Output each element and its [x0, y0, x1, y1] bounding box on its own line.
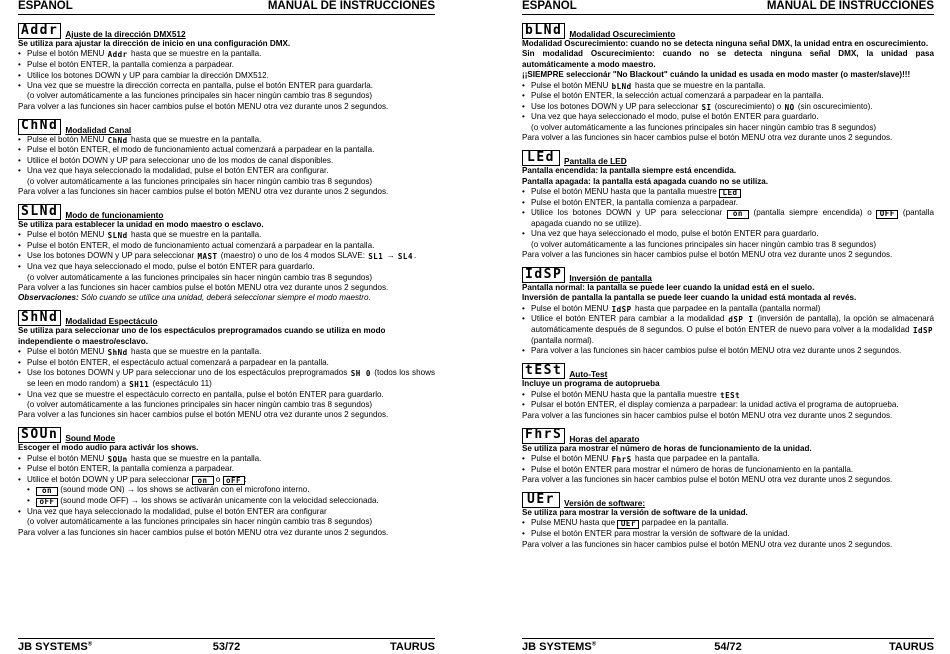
section-title: Modalidad Canal: [65, 124, 132, 135]
footer-model: TAURUS: [888, 641, 934, 653]
steps-list: [18, 49, 435, 101]
list-item: • Una vez que haya seleccionado el modo, pulse el botón ENTER para guardarlo. (o volver automáticamente a las funciones principales sin hacer ningún cambio tras 8 segundos): [522, 229, 934, 250]
section-title: Modalidad Espectáculo: [65, 316, 158, 327]
list-item: • Utilice el botón ENTER para cambiar a la modalidad dSP I (inversión de pantalla), la opción se almacenará automáticamente después de 8 segundos. O pulse el botón ENTER de nuevo para volver a la modalidad IdSP (pantalla normal).: [522, 314, 934, 346]
lcd-inline-icon: on: [36, 487, 58, 496]
lcd-fhrs-icon: FhrS: [522, 428, 565, 444]
page-footer: [18, 641, 435, 654]
steps-list: [522, 390, 934, 411]
list-item: • Pulse el botón MENU ChNd hasta que se muestre en la pantalla.: [18, 135, 435, 146]
list-item: • Pulse MENU hasta que UEr parpadee en la pantalla.: [522, 518, 934, 529]
section-dmx-address: [18, 22, 435, 112]
section-display-inversion: [522, 266, 934, 357]
section-tail: Para volver a las funciones sin hacer cambios pulse el botón MENU otra vez durante unos 2 segundos.: [18, 410, 389, 420]
list-item: • Pulse el botón MENU Addr hasta que se muestre en la pantalla.: [18, 49, 435, 60]
section-desc: Se utiliza para ajustar la dirección de inicio en una configuración DMX.: [18, 39, 291, 48]
list-item: • Pulsar el botón ENTER, el display comienza a parpadear: la unidad activa el programa de autoprueba.: [522, 400, 934, 410]
section-desc: Pantalla normal: la pantalla se puede leer cuando la unidad está en el suelo.: [522, 282, 815, 292]
footer-divider: [522, 638, 934, 639]
section-desc: Se utiliza para establecer la unidad en modo maestro o esclavo.: [18, 219, 264, 229]
steps-list: [522, 81, 934, 134]
lcd-inline-icon: UEr: [617, 520, 639, 529]
list-item: • Pulse el botón MENU SOUn hasta que se muestre en la pantalla.: [18, 454, 435, 465]
list-item: • Una vez que haya seleccionado la modalidad, pulse el botón ENTER ara configurar (o volver automáticamente a las funciones principales sin hacer ningún cambio tras 8 segundos): [18, 507, 435, 528]
section-desc: Incluye un programa de autoprueba: [522, 379, 660, 389]
header-title: MANUAL DE INSTRUCCIONES: [766, 0, 934, 12]
list-item: • Pulse el botón ENTER, la pantalla comienza a parpadear.: [18, 464, 435, 474]
steps-list: [522, 454, 934, 475]
list-item: • Use los botones DOWN y UP para seleccionar uno de los espectáculos preprogramados SH 0 (todos los shows se leen en modo random) a SH11 (espectáculo 11): [18, 368, 435, 389]
section-tail: Para volver a las funciones sin hacer cambios pulse el botón MENU otra vez durante unos 2 segundos.: [18, 186, 389, 196]
lcd-inline-icon: NO: [784, 102, 795, 112]
lcd-inline-icon: SL1: [368, 252, 384, 262]
list-item: • Pulse el botón MENU IdSP hasta que parpadee en la pantalla (pantalla normal): [522, 304, 934, 315]
section-channel-mode: [18, 118, 435, 198]
list-item: • Pulse el botón ENTER, la selección actual comenzará a parpadear en la pantalla.: [522, 91, 934, 101]
section-title: Ajuste de la dirección DMX512: [65, 29, 186, 39]
footer-brand: JB SYSTEMS®: [18, 641, 93, 653]
lcd-inline-icon: SI: [701, 102, 712, 112]
list-item: • Una vez que se muestre la dirección correcta en pantalla, pulse el botón ENTER para guardarla. (o volver automáticamente a las funciones principales sin hacer ningún cambio tras 8 segundos): [18, 81, 435, 102]
footer-model: TAURUS: [389, 641, 435, 653]
list-item: • Una vez que haya seleccionado el modo, pulse el botón ENTER para guardarlo. (o volver automáticamente a las funciones principales sin hacer ningún cambio tras 8 segundos): [18, 262, 435, 283]
list-item: • Pulse el botón MENU hasta que la pantalla muestre LEd: [522, 187, 934, 198]
lcd-inline-icon: SOUn: [107, 454, 128, 464]
lcd-inline-icon: ChNd: [107, 135, 128, 145]
section-tail: Para volver a las funciones sin hacer cambios pulse el botón MENU otra vez durante unos 2 segundos.: [522, 133, 893, 143]
lcd-inline-icon: OFF: [876, 210, 898, 219]
left-content: [18, 24, 435, 544]
list-item: • Utilice los botones DOWN y UP para cambiar la dirección DMX512.: [18, 71, 435, 81]
section-title: Inversión de pantalla: [569, 272, 652, 283]
lcd-slnd-icon: SLNd: [18, 204, 61, 220]
header-language: ESPAÑOL: [18, 0, 73, 12]
list-item: • Pulse el botón ENTER, el espectáculo actual comenzará a parpadear en la pantalla.: [18, 358, 435, 368]
list-item: • on (sound mode ON) → los shows se activarán con el microfono interno.: [18, 485, 435, 496]
steps-list: [18, 230, 435, 283]
lcd-inline-icon: SH11: [129, 379, 150, 389]
lcd-inline-icon: SLNd: [107, 231, 128, 241]
footer-page-number: 54/72: [714, 641, 742, 653]
steps-list: [522, 304, 934, 357]
section-title: Modo de funcionamiento: [65, 209, 164, 220]
footer-divider: [18, 638, 435, 639]
lcd-idsp-icon: IdSP: [522, 267, 565, 283]
section-tail: Para volver a las funciones sin hacer cambios pulse el botón MENU otra vez durante unos 2 segundos.: [522, 539, 893, 549]
steps-list: [18, 135, 435, 187]
list-item: • Pulse el botón MENU bLNd hasta que se muestre en la pantalla.: [522, 81, 934, 92]
steps-list: [522, 187, 934, 250]
lcd-test-icon: tESt: [522, 363, 565, 379]
section-sound-mode: [18, 426, 435, 538]
section-warning: ¡¡SIEMPRE seleccionár "No Blackout" cuándo la unidad es usada en modo master (o master/slave)!!!: [522, 70, 911, 80]
page-footer: [522, 641, 934, 654]
list-item: • Pulse el botón ENTER, el modo de funcionamiento actual comenzará a parpadear en la pantalla.: [18, 241, 435, 251]
page-header: [18, 0, 435, 14]
section-auto-test: [522, 362, 934, 421]
list-item: • Una vez que se muestre el espectáculo correcto en pantalla, pulse el botón ENTER para guardarlo. (o volver automáticamente a las funciones principales sin hacer ningún cambio tras 8 segundos): [18, 390, 435, 411]
page-header: [522, 0, 934, 14]
footer-brand: JB SYSTEMS®: [522, 641, 597, 653]
section-title: Sound Mode: [65, 433, 116, 444]
header-divider: [522, 14, 934, 15]
lcd-inline-icon: LEd: [719, 189, 741, 198]
list-item: • Pulse el botón MENU SLNd hasta que se muestre en la pantalla.: [18, 230, 435, 241]
list-item: • Pulse el botón ENTER para mostrar la versión de software de la unidad.: [522, 529, 934, 539]
lcd-inline-icon: oFF: [36, 498, 58, 507]
section-show-mode: [18, 309, 435, 421]
section-tail: Para volver a las funciones sin hacer cambios pulse el botón MENU otra vez durante unos 2 segundos.: [522, 250, 893, 259]
lcd-led-icon: LEd: [522, 150, 560, 166]
section-desc: Sin modalidad Oscurecimiento: cuando no se detecta ninguna señal DMX, la unidad pasa automáticamente a modo maestro.: [522, 49, 934, 69]
list-item: • Pulse el botón MENU ShNd hasta que se muestre en la pantalla.: [18, 347, 435, 358]
header-divider: [18, 14, 435, 15]
section-desc: Pantalla encendida: la pantalla siempre está encendida.: [522, 166, 737, 176]
lcd-inline-icon: SH 0: [350, 369, 371, 379]
section-tail: Para volver a las funciones sin hacer cambios pulse el botón MENU otra vez durante unos 2 segundos.: [522, 410, 893, 420]
section-desc: Pantalla apagada: la pantalla está apagada cuando no se utiliza.: [522, 176, 769, 186]
section-desc: Inversión de pantalla la pantalla se puede leer cuando la unidad está montada al revés.: [522, 293, 857, 303]
lcd-inline-icon: SL4: [397, 252, 413, 262]
section-blackout-mode: [522, 22, 934, 144]
section-tail: Para volver a las funciones sin hacer cambios pulse el botón MENU otra vez durante unos 2 segundos.: [522, 475, 893, 485]
list-item: • Una vez que haya seleccionado el modo, pulse el botón ENTER para guardarlo. (o volver automáticamente a las funciones principales sin hacer ningún cambio tras 8 segundos): [522, 112, 934, 133]
list-item: • Pulse el botón MENU hasta que la pantalla muestre tESt: [522, 390, 934, 401]
section-led-display: [522, 149, 934, 260]
list-item: • Pulse el botón ENTER, la pantalla comienza a parpadear.: [18, 60, 435, 70]
section-title: Auto-Test: [569, 369, 608, 380]
section-title: Horas del aparato: [569, 433, 640, 444]
section-tail: Para volver a las funciones sin hacer cambios pulse el botón MENU otra vez durante unos 2 segundos.: [18, 282, 389, 292]
lcd-inline-icon: Addr: [107, 50, 128, 60]
steps-list: [18, 454, 435, 528]
list-item: • Una vez que haya seleccionado la modalidad, pulse el botón ENTER ara configurar. (o volver automáticamente a las funciones principales sin hacer ningún cambio tras 8 segundos): [18, 166, 435, 187]
steps-list: [18, 347, 435, 410]
section-tail: Para volver a las funciones sin hacer cambios pulse el botón MENU otra vez durante unos 2 segundos.: [18, 527, 389, 537]
section-desc: Modalidad Oscurecimiento: cuando no se detecta ninguna señal DMX, la unidad entra en oscurecimiento.: [522, 39, 929, 48]
list-item: • Para volver a las funciones sin hacer cambios pulse el botón MENU otra vez durante unos 2 segundos.: [522, 346, 934, 356]
right-content: [522, 24, 934, 555]
lcd-blnd-icon: bLNd: [522, 23, 565, 39]
list-item: • Use los botones DOWN y UP para seleccionar MAST (maestro) o uno de los 4 modos SLAVE: SL1 → SL4.: [18, 251, 435, 262]
section-desc: Se utiliza para mostrar la versión de software de la unidad.: [522, 507, 748, 517]
lcd-addr-icon: Addr: [18, 23, 61, 39]
lcd-inline-icon: IdSP: [611, 304, 632, 314]
lcd-chnd-icon: ChNd: [18, 119, 61, 135]
section-tail: Para volver a las funciones sin hacer cambios pulse el botón MENU otra vez durante unos 2 segundos.: [18, 101, 389, 111]
lcd-inline-icon: IdSP: [912, 326, 933, 336]
section-title: Pantalla de LED: [564, 156, 627, 167]
section-title: Versión de software:: [564, 497, 646, 508]
lcd-inline-icon: ShNd: [107, 348, 128, 358]
section-desc: Se utiliza para seleccionar uno de los espectáculos preprogramados cuando se utiliza en modo independiente o maestro/esclavo.: [18, 326, 386, 346]
footer-page-number: 53/72: [212, 641, 241, 653]
right-page: [522, 0, 934, 654]
lcd-inline-icon: MAST: [197, 252, 218, 262]
steps-list: [522, 518, 934, 539]
list-item: • Utilice el botón DOWN y UP para seleccionar on o oFF :: [18, 475, 435, 486]
observation-note: Observaciones: Sólo cuando se utilice una unidad, deberá seleccionar siempre el modo maestro.: [18, 293, 371, 303]
list-item: • oFF (sound mode OFF) → los shows se activarán unicamente con la velocidad seleccionada.: [18, 496, 435, 507]
lcd-soun-icon: SOUn: [18, 427, 61, 443]
lcd-shnd-icon: ShNd: [18, 310, 61, 326]
section-operation-mode: [18, 203, 435, 304]
section-title: Modalidad Oscurecimiento: [569, 29, 676, 39]
lcd-inline-icon: bLNd: [611, 81, 632, 91]
lcd-inline-icon: oFF: [223, 476, 245, 485]
section-software-version: [522, 491, 934, 550]
section-desc: Se utiliza para mostrar el número de horas de funcionamiento de la unidad.: [522, 443, 812, 453]
header-title: MANUAL DE INSTRUCCIONES: [267, 0, 435, 12]
section-desc: Escoger el modo audio para activár los shows.: [18, 443, 199, 453]
list-item: • Pulse el botón ENTER, el modo de funcionamiento actual comenzará a parpadear en la pantalla.: [18, 145, 435, 155]
lcd-ver-icon: UEr: [522, 492, 560, 508]
left-page: [18, 0, 435, 654]
lcd-inline-icon: on: [727, 210, 749, 219]
list-item: • Utilice el botón DOWN y UP para seleccionar uno de los modos de canal disponibles.: [18, 156, 435, 166]
lcd-inline-icon: dSP I: [728, 315, 754, 325]
lcd-inline-icon: FhrS: [611, 454, 632, 464]
list-item: • Utilice los botones DOWN y UP para seleccionar on (pantalla siempre encendida) o OFF (pantalla apagada cuando no se utilize).: [522, 208, 934, 229]
list-item: • Pulse el botón MENU FhrS hasta que parpadee en la pantalla.: [522, 454, 934, 465]
list-item: • Pulse el botón ENTER, la pantalla comienza a parpadear.: [522, 198, 934, 208]
list-item: • Use los botones DOWN y UP para seleccionar SI (oscurecimiento) o NO (sin oscurecimiento).: [522, 102, 934, 113]
header-language: ESPAÑOL: [522, 0, 577, 12]
lcd-inline-icon: tESt: [720, 390, 741, 400]
section-fixture-hours: [522, 427, 934, 486]
lcd-inline-icon: on: [192, 476, 214, 485]
list-item: • Pulse el botón ENTER para mostrar el número de horas de funcionamiento en la pantalla.: [522, 465, 934, 475]
